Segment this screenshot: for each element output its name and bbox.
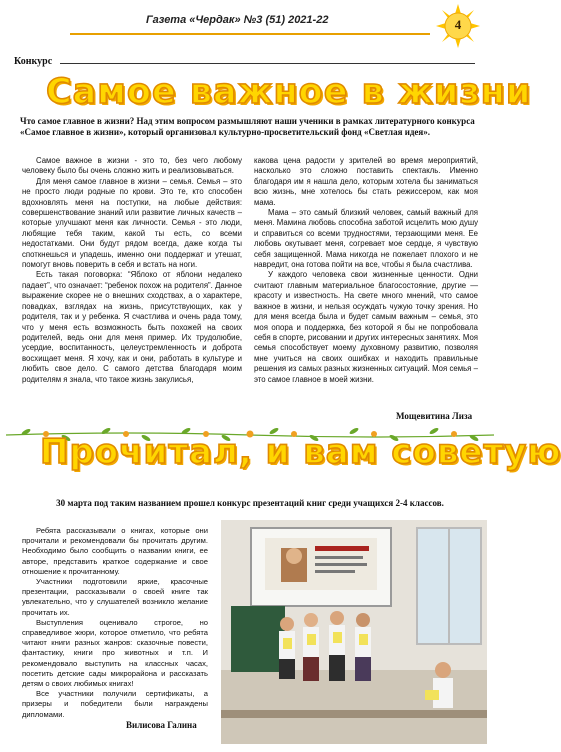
article1-author: Мощевитина Лиза <box>396 411 473 421</box>
paragraph: Есть такая поговорка: “Яблоко от яблони недалеко падает”, что означает: “ребенок похож на родителя”. Данное выражение скорее не о внешних сходствах, а о характере, повадках, взглядах на жизнь, присутствующих, как у родителя, так и у ребенка. Я счастлива и очень рада тому, что у меня есть возможность быть похожей на своих родителей, ведь они для меня пример. Их трудолюбие, усердие, воспитанность, целеустремленность и доброта восхищает меня. Я хочу, как и они, работать в культуре и любить свое дело. С самого детства благодаря моим родителям я знала, что такое жизнь закулисья, <box>22 270 242 384</box>
article1-column-1 <box>22 156 242 385</box>
article2-column <box>22 526 208 720</box>
paragraph: Самое важное в жизни - это то, без чего любому человеку было бы очень сложно жить и реализовываться. <box>22 156 242 176</box>
classroom-photo <box>221 520 487 744</box>
paragraph: какова цена радости у зрителей во время мероприятий, насколько это сложно поставить спектакль. Именно благодаря им я нашла дело, которым хотела бы заниматься всю жизнь, мне хотелось бы стать режиссером, как моя мама. <box>254 156 478 207</box>
paragraph: Все участники получили сертификаты, а призеры и победители были награждены дипломами. <box>22 689 208 719</box>
article1-lead: Что самое главное в жизни? Над этим вопросом размышляют наши ученики в рамках литературного конкурса «Самое главное в жизни», который организовал культурно-просветительский фонд «Светлая идея». <box>20 116 475 137</box>
paragraph: У каждого человека свои жизненные ценности. Одни считают главным материальное благосостояние, другие — красоту и известность. На свете много мнений, что самое важное в жизни, и нельзя осуждать чужую точку зрения. Но для меня всегда была и будет самым важным – семья, это моя опора и поддержка, без которой я бы не попробовала себя в спорте, рисовании и других интересных занятиях. Моя семья способствует моему духовному развитию, позволяя мне учиться на своих ошибках и находить правильные решения из самых разных жизненных ситуаций. Моя семья – это самое главное в моей жизни. <box>254 270 478 384</box>
paragraph: Участники подготовили яркие, красочные презентации, рассказывали о своей книге так увлекательно, что у слушателей возникло желание прочитать их. <box>22 577 208 617</box>
section-rule <box>60 63 475 64</box>
section-label: Конкурс <box>14 56 53 67</box>
paragraph: Для меня самое главное в жизни – семья. Семья – это не просто люди родные по крови. Это те, кто способен вдохновлять меня на поступки, на любые действия: совершенствование знаний или развитие личных качеств – которые улучшают меня как личности. Семья - это люди, любящие тебя таким, какой ты есть, со всеми недостатками. Они будут рядом всегда, даже когда ты споткнешься и упадешь, именно они поддержат и утешат, помогут вновь поверить в себя и встать на ноги. <box>22 176 242 270</box>
newspaper-title: Газета «Чердак» №3 (51) 2021-22 <box>146 14 329 26</box>
classroom-illustration <box>221 520 487 744</box>
newspaper-header <box>70 14 430 34</box>
article2-author: Вилисова Галина <box>126 720 197 730</box>
paragraph: Выступления оценивало строгое, но справедливое жюри, которое отметило, что ребята читают книги разных жанров: сказочные повести, фантастику, книги про животных и т.п. И рекомендовало выступить на классных часах, посетить детские сады микрорайона и рассказать детям о своих любимых книгах! <box>22 617 208 689</box>
article1-title: Самое важное в жизни <box>46 72 532 112</box>
paragraph: Мама – это самый близкий человек, самый важный для меня. Мамина любовь способна заботой исцелить мою душу и справиться со всеми трудностями, терзающими меня. Ее любовь окутывает меня, согревает мое сердце, я чувствую себя защищенной. Мама никогда не пожелает плохого и не навредит, она готова пойти на все, чтобы я была счастлива. <box>254 208 478 270</box>
article2-title: Прочитал, и вам советую <box>40 432 561 472</box>
article2-lead: 30 марта под таким названием прошел конкурс презентаций книг среди учащихся 2-4 классов. <box>56 498 444 508</box>
paragraph: Ребята рассказывали о книгах, которые они прочитали и рекомендовали бы прочитать другим. Необходимо было сообщить о названии книги, ее авторе, представить краткое содержание и свое отношение к прочитанному. <box>22 526 208 576</box>
page-number: 4 <box>454 17 462 32</box>
header-rule <box>70 33 430 35</box>
sun-icon <box>436 4 480 48</box>
article1-column-2 <box>254 156 478 385</box>
